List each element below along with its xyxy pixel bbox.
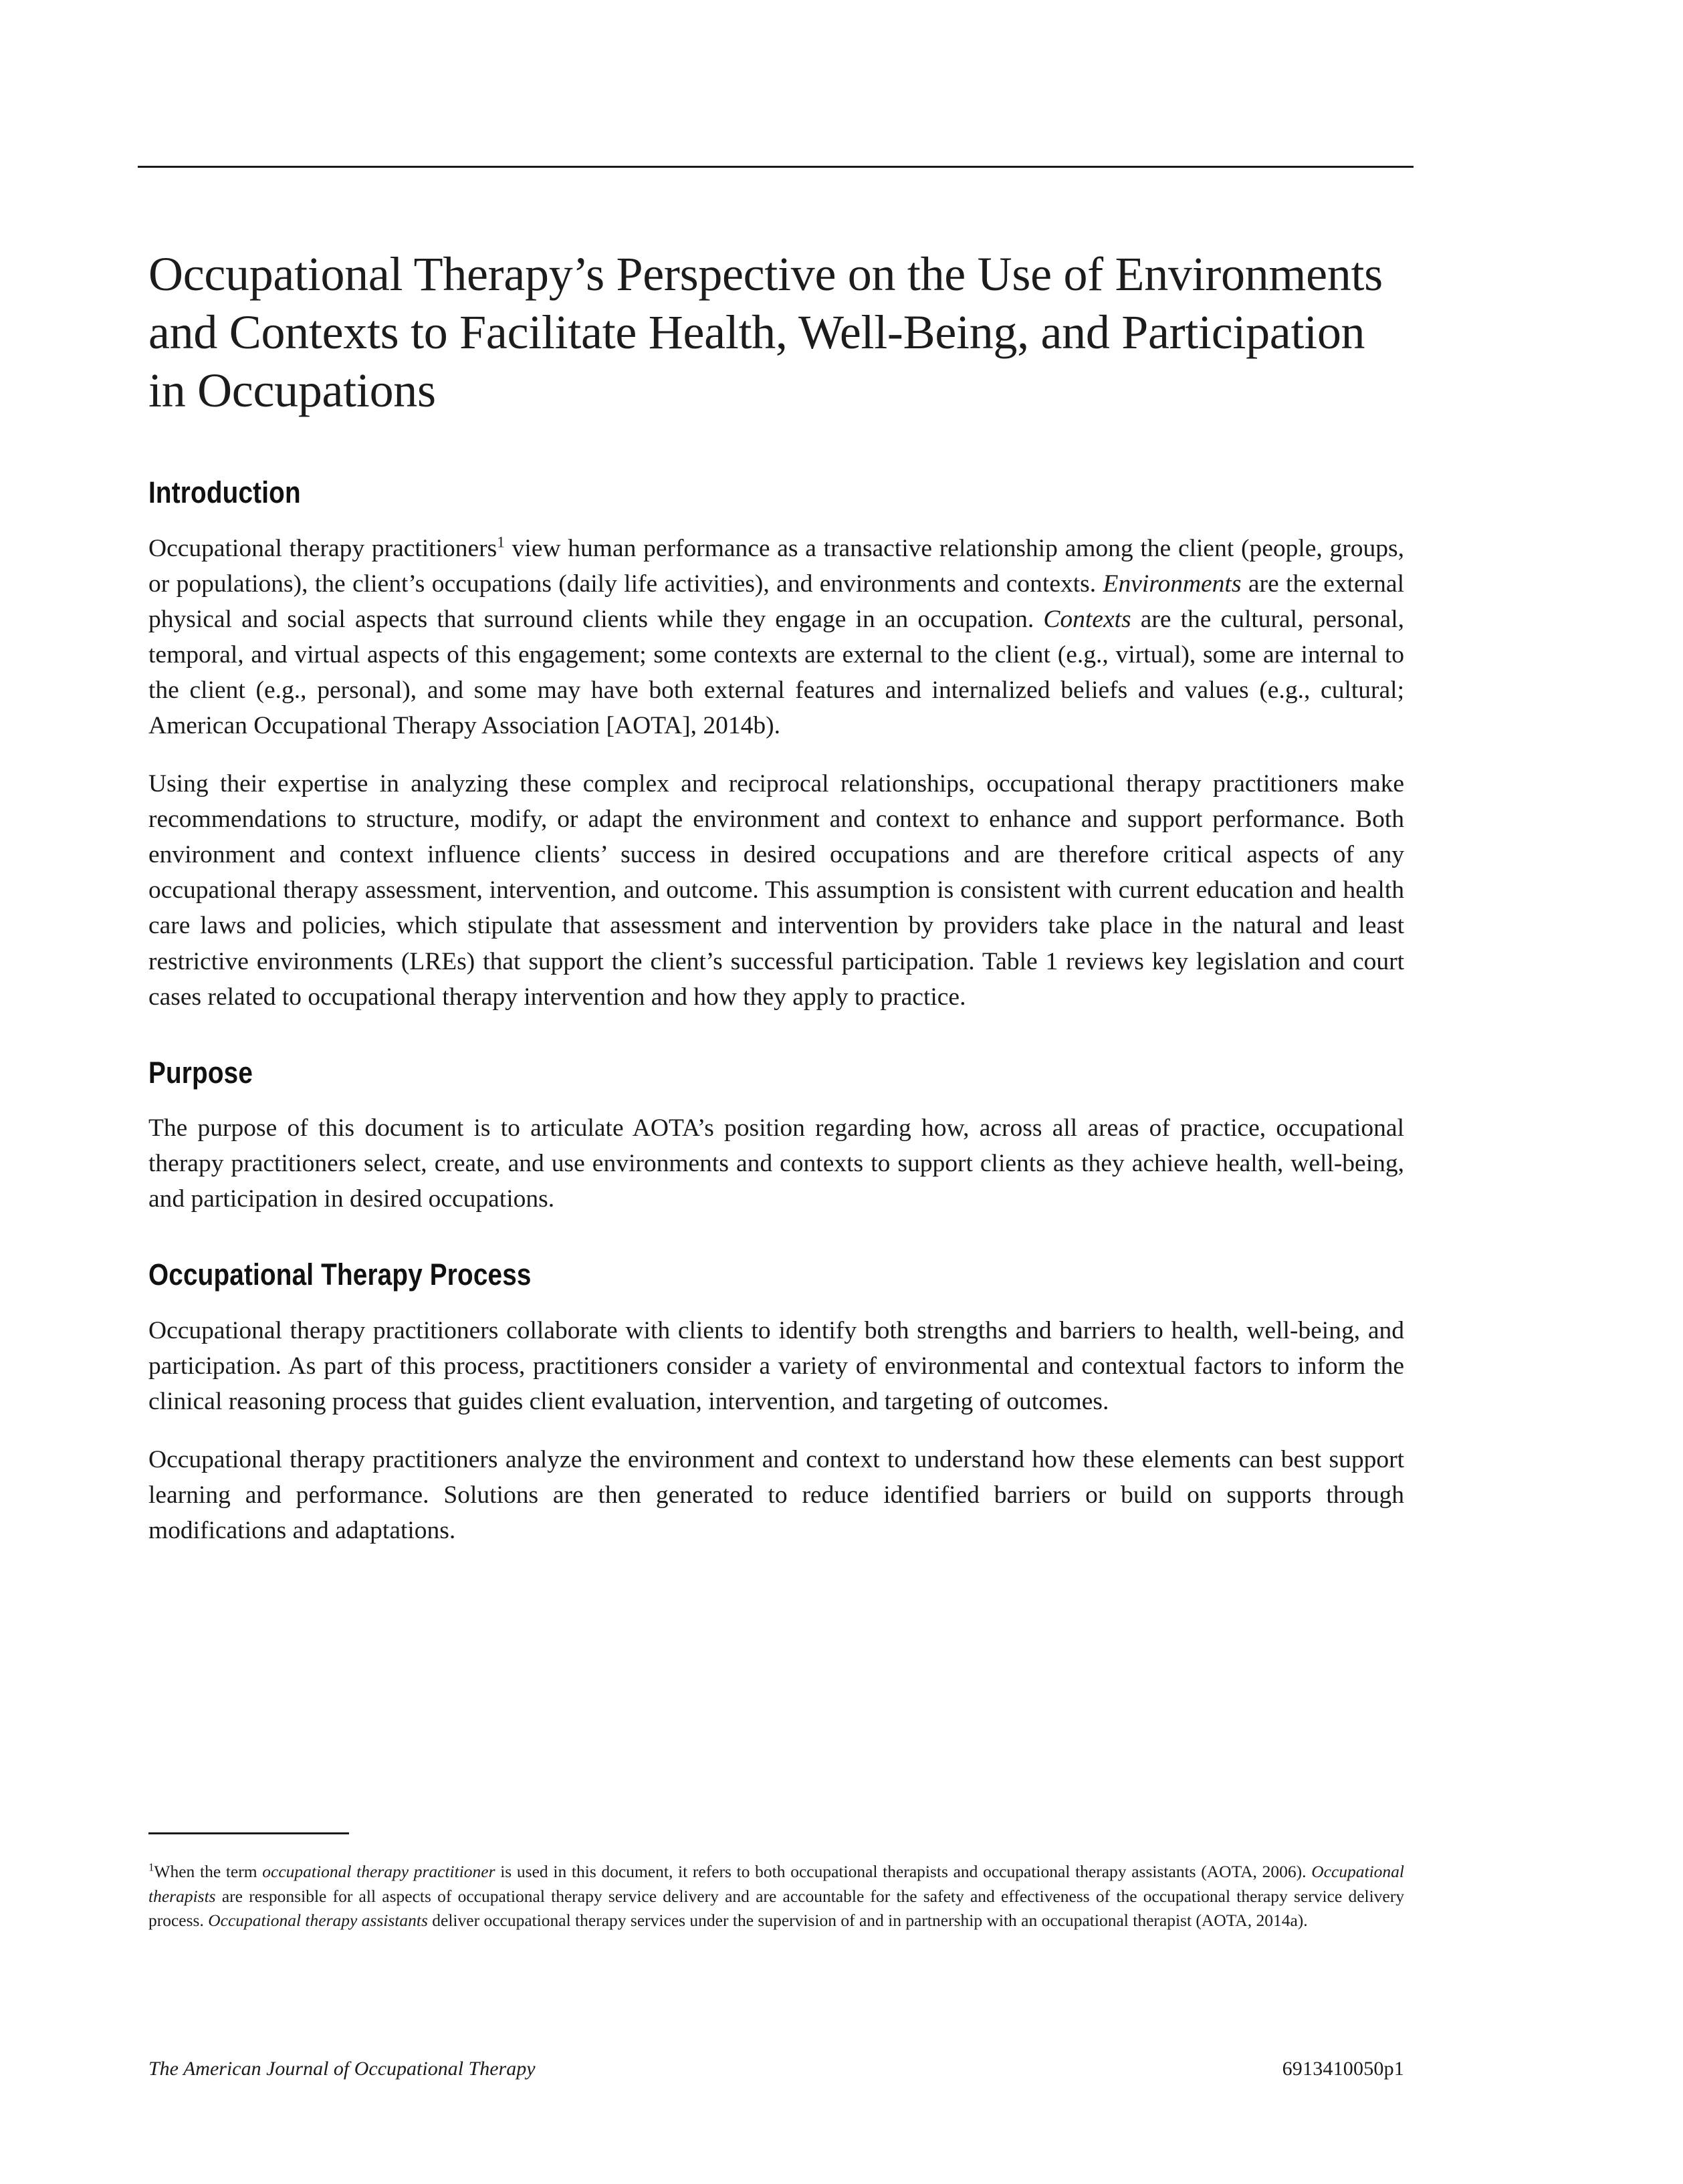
page-title: Occupational Therapy’s Perspective on the Use of Environments and Contexts to Facilitate Health, Well-Being, and Participation in Occupations bbox=[148, 247, 1383, 418]
paragraph-intro-p1: Occupational therapy practitioners$^1$ view human performance as a transactive relationship among the client (people, groups, or populations), the client’s occupations (daily life activities), and environments and contexts. Environments are the external physical and social aspects that surround clients while they engage in an occupation. Contexts are the cultural, personal, temporal, and virtual aspects of this engagement; some contexts are external to the client (e.g., virtual), some are internal to the client (e.g., personal), and some may have both external features and internalized beliefs and values (e.g., cultural; American Occupational Therapy Association [AOTA], 2014b). bbox=[148, 533, 1404, 740]
sections-container bbox=[148, 476, 1404, 1548]
emphasis-text: Occupational therapy assistants bbox=[208, 1911, 428, 1931]
footer-journal-name: The American Journal of Occupational Therapy bbox=[148, 2058, 536, 2080]
section-heading-occupational-therapy-process: Occupational Therapy Process bbox=[148, 1257, 532, 1292]
footnote-separator-rule bbox=[148, 1832, 349, 1834]
footnote-block bbox=[148, 1832, 1404, 1933]
page-content bbox=[148, 166, 1404, 1548]
emphasis-text: Contexts bbox=[1043, 605, 1131, 633]
paragraph-otp-p2: Occupational therapy practitioners analyze the environment and context to understand how these elements can best support learning and performance. Solutions are then generated to reduce identified barriers or build on supports through modifications and adaptations. bbox=[148, 1446, 1404, 1545]
emphasis-text: Environments bbox=[1103, 570, 1242, 598]
footnote-reference[interactable]: 1 bbox=[497, 533, 505, 552]
section-heading-purpose: Purpose bbox=[148, 1055, 253, 1090]
footnote-text: $^1$When the term occupational therapy practitioner is used in this document, it refers to both occupational therapists and occupational therapy assistants (AOTA, 2006). Occupational therapists are responsible for all aspects of occupational therapy service delivery and are accountable for the safety and effectiveness of the occupational therapy service delivery process. Occupational therapy assistants deliver occupational therapy services under the supervision of and in partnership with an occupational therapist (AOTA, 2014a). bbox=[148, 1860, 1404, 1931]
section-heading-introduction: Introduction bbox=[148, 475, 301, 510]
footer-page-id: 6913410050p1 bbox=[1282, 2058, 1404, 2080]
header-rule bbox=[138, 166, 1414, 168]
footnote-marker: 1 bbox=[148, 1860, 154, 1874]
emphasis-text: occupational therapy practitioner bbox=[262, 1862, 495, 1881]
paragraph-purpose-p1: The purpose of this document is to articulate AOTA’s position regarding how, across all areas of practice, occupational therapy practitioners select, create, and use environments and contexts to support clients as they achieve health, well-being, and participation in desired occupations. bbox=[148, 1114, 1404, 1213]
paragraph-intro-p2: Using their expertise in analyzing these complex and reciprocal relationships, occupational therapy practitioners make recommendations to structure, modify, or adapt the environment and context to enhance and support performance. Both environment and context influence clients’ success in desired occupations and are therefore critical aspects of any occupational therapy assessment, intervention, and outcome. This assumption is consistent with current education and health care laws and policies, which stipulate that assessment and intervention by providers take place in the natural and least restrictive environments (LREs) that support the client’s successful participation. Table 1 reviews key legislation and court cases related to occupational therapy intervention and how they apply to practice. bbox=[148, 770, 1404, 1011]
emphasis-text: Occupational therapists bbox=[148, 1862, 1404, 1906]
paragraph-otp-p1: Occupational therapy practitioners collaborate with clients to identify both strengths and barriers to health, well-being, and participation. As part of this process, practitioners consider a variety of environmental and contextual factors to inform the clinical reasoning process that guides client evaluation, intervention, and targeting of outcomes. bbox=[148, 1316, 1404, 1415]
page-footer bbox=[148, 2058, 1404, 2080]
